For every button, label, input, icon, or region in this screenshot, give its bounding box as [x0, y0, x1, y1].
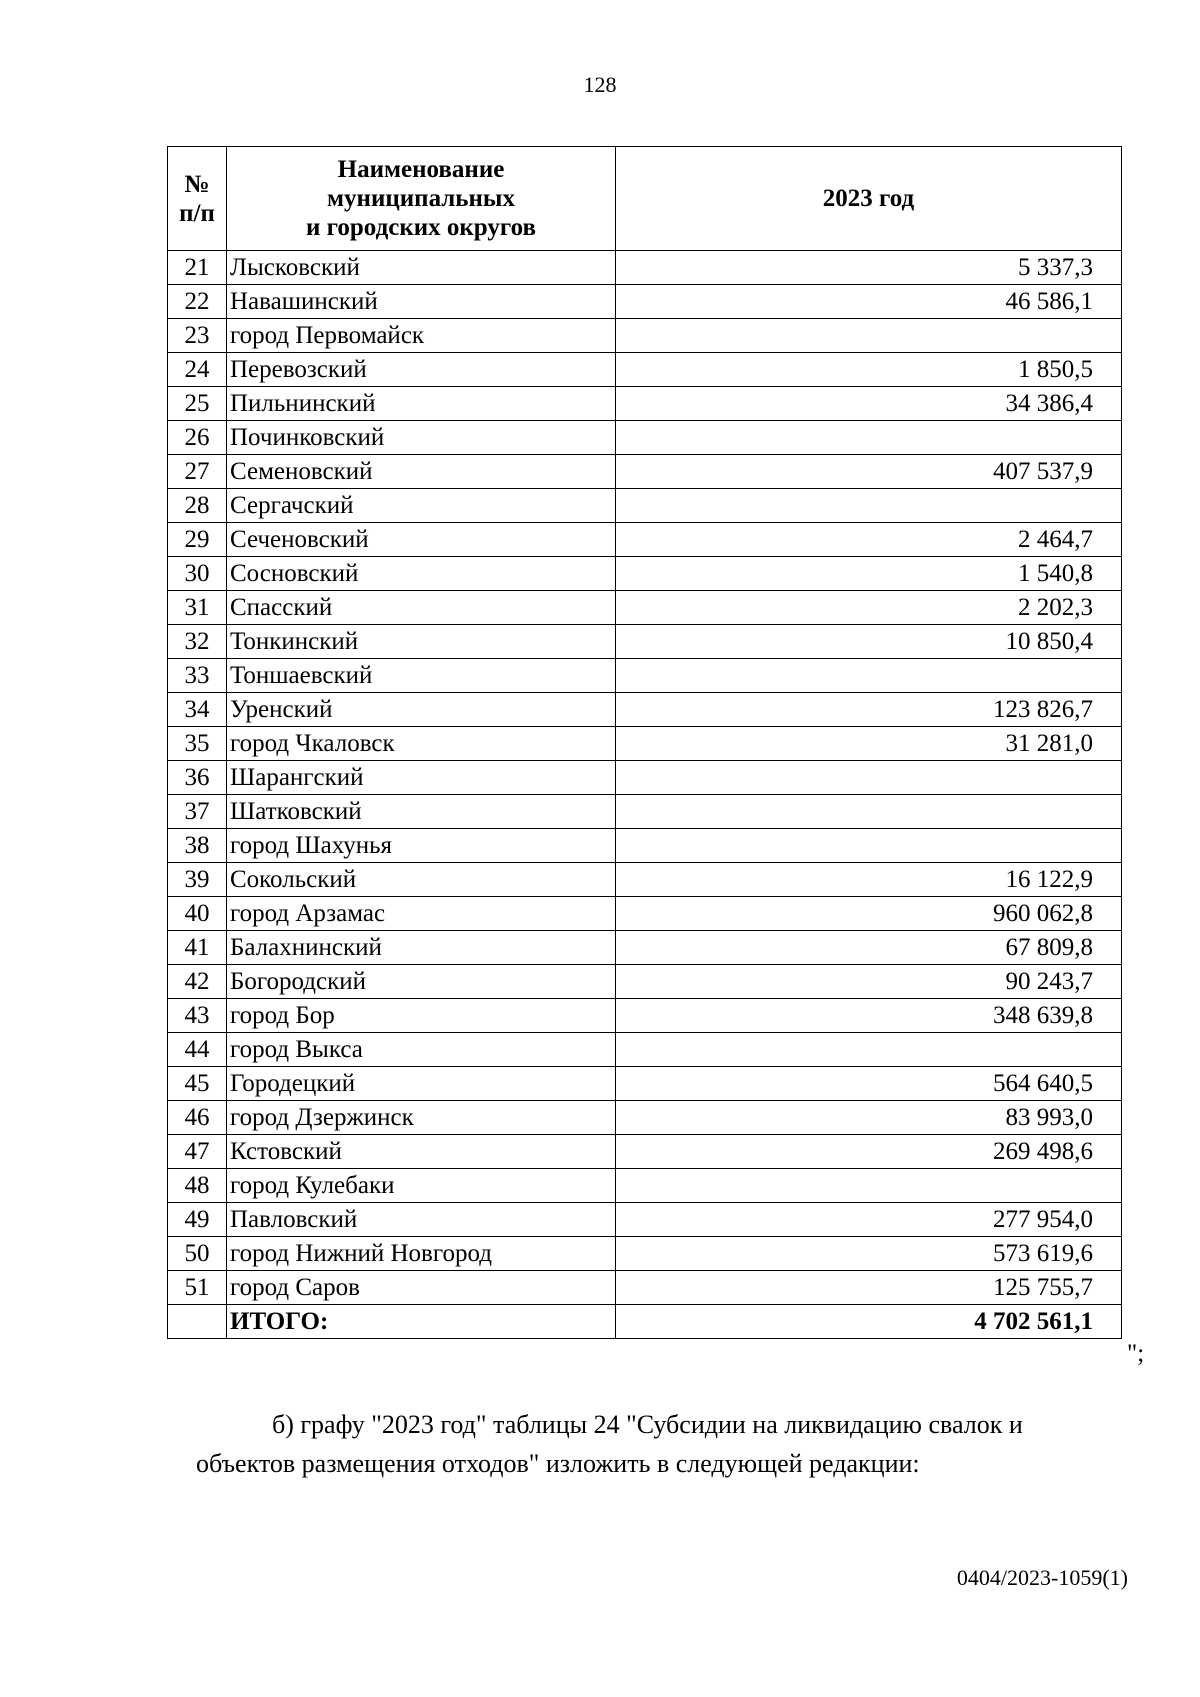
row-name: город Арзамас	[227, 897, 616, 931]
row-number: 28	[168, 489, 227, 523]
table-row	[168, 1169, 1122, 1203]
row-value: 960 062,8	[616, 897, 1122, 931]
row-name: город Первомайск	[227, 319, 616, 353]
row-number: 45	[168, 1067, 227, 1101]
header-name	[227, 147, 616, 251]
row-name: Починковский	[227, 421, 616, 455]
table-row	[168, 251, 1122, 285]
row-name: Богородский	[227, 965, 616, 999]
table-row	[168, 1101, 1122, 1135]
row-value: 34 386,4	[616, 387, 1122, 421]
table-row	[168, 965, 1122, 999]
page-number: 128	[583, 72, 617, 97]
row-number: 21	[168, 251, 227, 285]
amendment-paragraph	[196, 1405, 1128, 1483]
row-name: Лысковский	[227, 251, 616, 285]
row-name: Перевозский	[227, 353, 616, 387]
row-number: 36	[168, 761, 227, 795]
row-name: Сергачский	[227, 489, 616, 523]
table-row	[168, 1237, 1122, 1271]
row-value: 2 202,3	[616, 591, 1122, 625]
total-row	[168, 1305, 1122, 1339]
header-name-line-3: и городских округов	[306, 214, 536, 241]
row-number: 41	[168, 931, 227, 965]
table-row	[168, 421, 1122, 455]
table-row	[168, 829, 1122, 863]
table-row	[168, 931, 1122, 965]
row-value: 573 619,6	[616, 1237, 1122, 1271]
row-value	[616, 659, 1122, 693]
row-number: 32	[168, 625, 227, 659]
row-name: Семеновский	[227, 455, 616, 489]
row-value: 67 809,8	[616, 931, 1122, 965]
row-value	[616, 319, 1122, 353]
row-number: 30	[168, 557, 227, 591]
row-number: 50	[168, 1237, 227, 1271]
table-row	[168, 863, 1122, 897]
row-number: 37	[168, 795, 227, 829]
row-value: 2 464,7	[616, 523, 1122, 557]
table-row	[168, 795, 1122, 829]
row-name: Кстовский	[227, 1135, 616, 1169]
header-name-line-1: Наименование	[337, 156, 505, 183]
row-number: 51	[168, 1271, 227, 1305]
row-number: 40	[168, 897, 227, 931]
row-number: 34	[168, 693, 227, 727]
subsidy-table	[167, 146, 1122, 1339]
row-value: 83 993,0	[616, 1101, 1122, 1135]
table-row	[168, 319, 1122, 353]
row-number: 33	[168, 659, 227, 693]
row-value: 16 122,9	[616, 863, 1122, 897]
table-row	[168, 1203, 1122, 1237]
header-year: 2023 год	[616, 147, 1122, 251]
row-value	[616, 795, 1122, 829]
row-value	[616, 421, 1122, 455]
row-value: 5 337,3	[616, 251, 1122, 285]
row-number: 48	[168, 1169, 227, 1203]
table-row	[168, 1135, 1122, 1169]
row-number: 43	[168, 999, 227, 1033]
row-name: Спасский	[227, 591, 616, 625]
row-name: Тоншаевский	[227, 659, 616, 693]
table-row	[168, 1033, 1122, 1067]
table-row	[168, 659, 1122, 693]
row-name: Пильнинский	[227, 387, 616, 421]
table-row	[168, 489, 1122, 523]
row-value: 10 850,4	[616, 625, 1122, 659]
row-number: 46	[168, 1101, 227, 1135]
row-number: 49	[168, 1203, 227, 1237]
table-row	[168, 727, 1122, 761]
table-row	[168, 897, 1122, 931]
row-name: город Бор	[227, 999, 616, 1033]
row-number: 31	[168, 591, 227, 625]
row-value: 407 537,9	[616, 455, 1122, 489]
row-name: город Выкса	[227, 1033, 616, 1067]
row-name: Навашинский	[227, 285, 616, 319]
row-name: Шатковский	[227, 795, 616, 829]
closing-quote: ";	[1127, 1340, 1145, 1367]
row-value: 123 826,7	[616, 693, 1122, 727]
row-name: Уренский	[227, 693, 616, 727]
row-number: 42	[168, 965, 227, 999]
row-number: 35	[168, 727, 227, 761]
row-name: Тонкинский	[227, 625, 616, 659]
table-row	[168, 625, 1122, 659]
paragraph-line-2: объектов размещения отходов" изложить в следующей редакции:	[196, 1449, 920, 1478]
table-header-row	[168, 147, 1122, 251]
row-value: 348 639,8	[616, 999, 1122, 1033]
row-value: 125 755,7	[616, 1271, 1122, 1305]
row-value: 1 540,8	[616, 557, 1122, 591]
row-value: 46 586,1	[616, 285, 1122, 319]
row-value	[616, 489, 1122, 523]
row-name: Сеченовский	[227, 523, 616, 557]
table-row	[168, 1271, 1122, 1305]
row-number: 22	[168, 285, 227, 319]
table-row	[168, 999, 1122, 1033]
row-value	[616, 1033, 1122, 1067]
table-row	[168, 455, 1122, 489]
total-value: 4 702 561,1	[616, 1305, 1122, 1339]
row-value: 1 850,5	[616, 353, 1122, 387]
row-name: Павловский	[227, 1203, 616, 1237]
paragraph-line-1: б) графу "2023 год" таблицы 24 "Субсидии на ликвидацию свалок и	[272, 1410, 1023, 1439]
header-name-line-2: муниципальных	[327, 185, 515, 212]
row-value: 277 954,0	[616, 1203, 1122, 1237]
row-name: Сокольский	[227, 863, 616, 897]
row-name: город Саров	[227, 1271, 616, 1305]
row-number: 25	[168, 387, 227, 421]
row-value	[616, 829, 1122, 863]
document-code: 0404/2023-1059(1)	[956, 1565, 1128, 1590]
row-number: 24	[168, 353, 227, 387]
row-name: город Шахунья	[227, 829, 616, 863]
row-value: 269 498,6	[616, 1135, 1122, 1169]
row-value: 90 243,7	[616, 965, 1122, 999]
row-name: город Нижний Новгород	[227, 1237, 616, 1271]
row-name: Балахнинский	[227, 931, 616, 965]
header-number-line-2: п/п	[179, 199, 215, 227]
row-name: город Кулебаки	[227, 1169, 616, 1203]
table-row	[168, 591, 1122, 625]
row-value: 31 281,0	[616, 727, 1122, 761]
header-number	[168, 147, 227, 251]
table-row	[168, 1067, 1122, 1101]
row-number: 38	[168, 829, 227, 863]
table-row	[168, 285, 1122, 319]
table-row	[168, 761, 1122, 795]
row-value	[616, 761, 1122, 795]
row-number: 47	[168, 1135, 227, 1169]
row-number: 29	[168, 523, 227, 557]
header-number-line-1: №	[184, 170, 210, 198]
row-name: Шарангский	[227, 761, 616, 795]
table-row	[168, 353, 1122, 387]
row-value	[616, 1169, 1122, 1203]
row-name: Городецкий	[227, 1067, 616, 1101]
row-number: 26	[168, 421, 227, 455]
table-body	[168, 251, 1122, 1305]
row-number: 39	[168, 863, 227, 897]
row-name: город Дзержинск	[227, 1101, 616, 1135]
row-value: 564 640,5	[616, 1067, 1122, 1101]
row-number: 23	[168, 319, 227, 353]
row-name: Сосновский	[227, 557, 616, 591]
table-row	[168, 693, 1122, 727]
row-number: 44	[168, 1033, 227, 1067]
table-row	[168, 523, 1122, 557]
table-row	[168, 557, 1122, 591]
row-name: город Чкаловск	[227, 727, 616, 761]
total-number	[168, 1305, 227, 1339]
table-row	[168, 387, 1122, 421]
total-label: ИТОГО:	[227, 1305, 616, 1339]
row-number: 27	[168, 455, 227, 489]
